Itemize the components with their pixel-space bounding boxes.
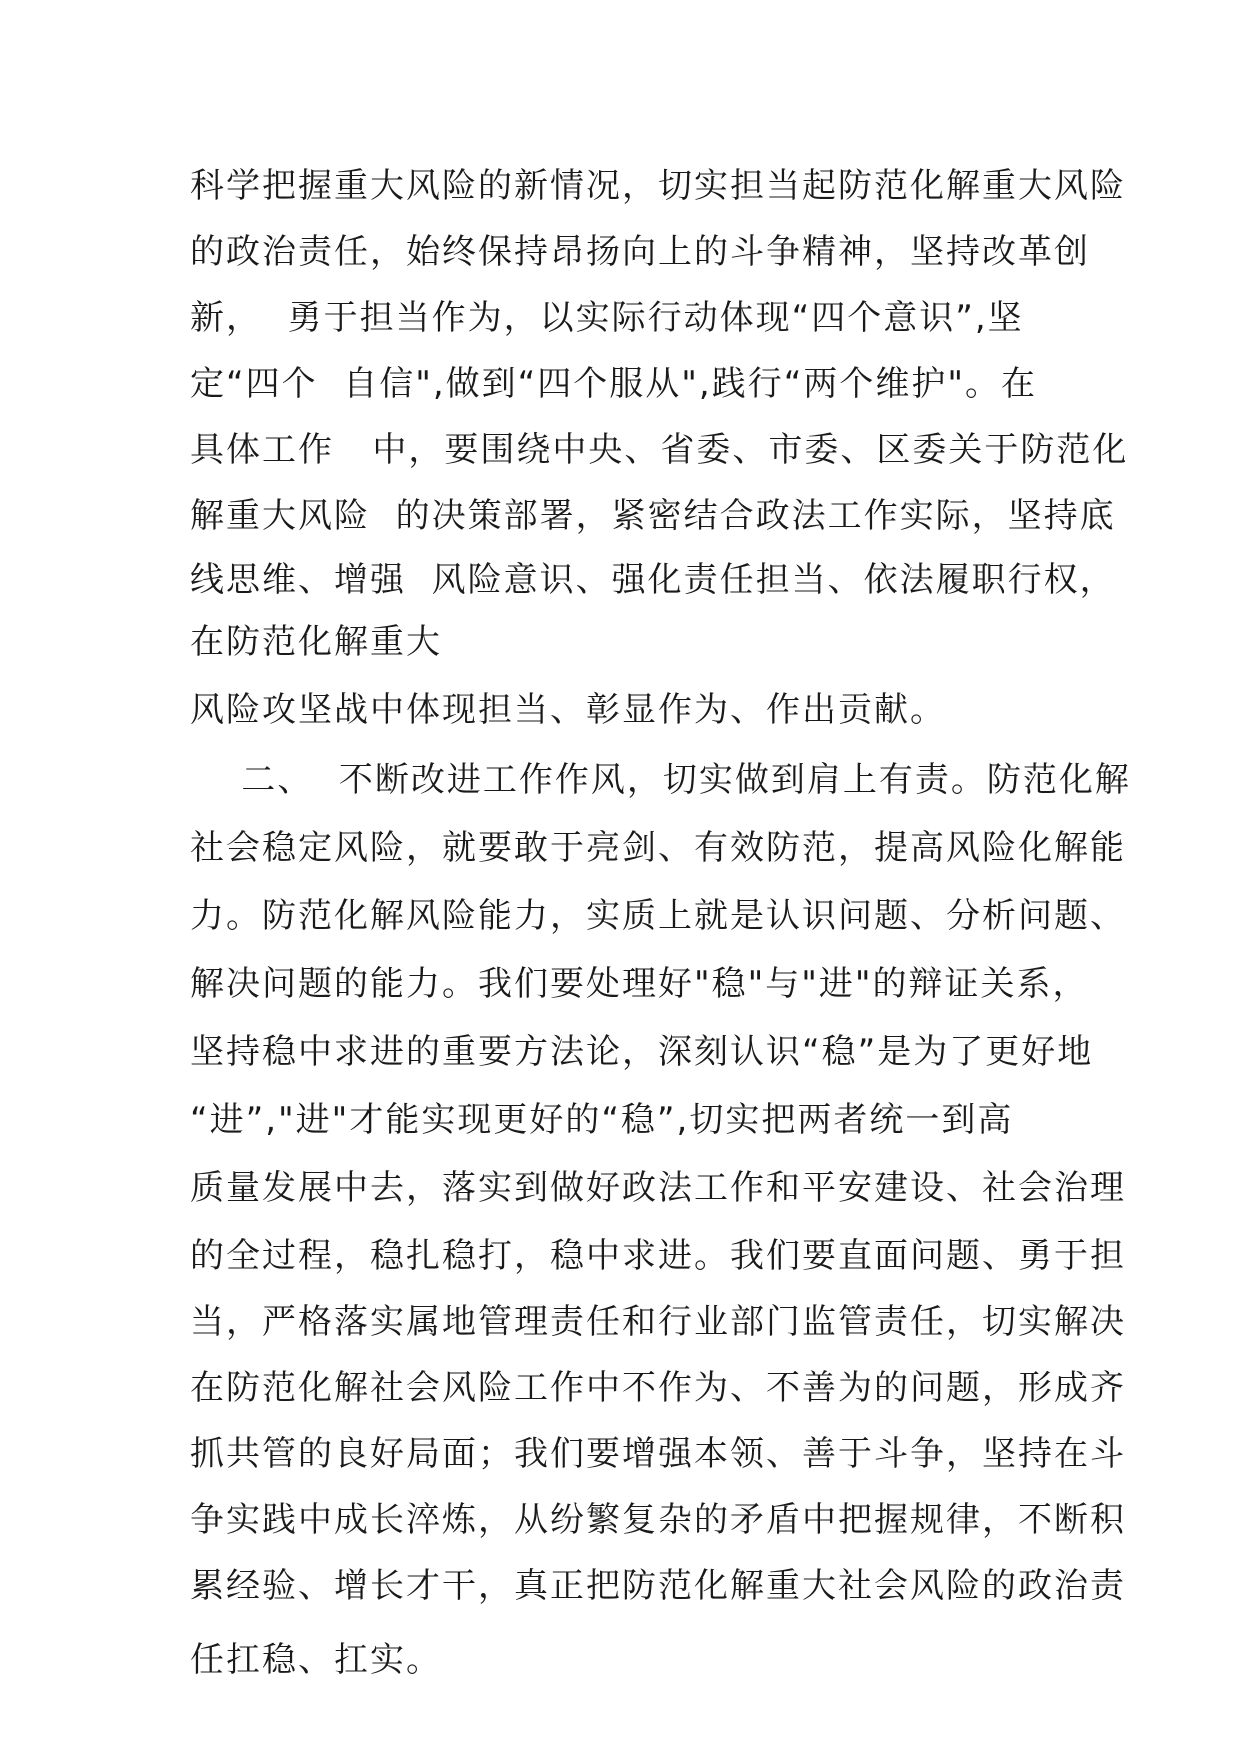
text-line: “进”,"进"才能实现更好的“稳”,切实把两者统一到高 [190,1100,1014,1140]
text-line: 质量发展中去，落实到做好政法工作和平安建设、社会治理 [190,1168,1126,1208]
text-line: 力。防范化解风险能力，实质上就是认识问题、分析问题、 [190,896,1126,936]
text-line: 新， 勇于担当作为，以实际行动体现“四个意识”,坚 [190,298,1024,338]
text-line: 的政治责任，始终保持昂扬向上的斗争精神，坚持改革创 [190,232,1090,272]
text-line: 任扛稳、扛实。 [190,1640,442,1680]
text-line: 当，严格落实属地管理责任和行业部门监管责任，切实解决 [190,1302,1126,1342]
text-line: 社会稳定风险，就要敢于亮剑、有效防范，提高风险化解能 [190,828,1126,868]
text-line: 在防范化解重大 [190,622,442,662]
text-line: 争实践中成长淬炼，从纷繁复杂的矛盾中把握规律，不断积 [190,1500,1126,1540]
text-line: 的全过程，稳扎稳打，稳中求进。我们要直面问题、勇于担 [190,1236,1126,1276]
text-line: 在防范化解社会风险工作中不作为、不善为的问题，形成齐 [190,1368,1126,1408]
text-line: 累经验、增长才干，真正把防范化解重大社会风险的政治责 [190,1566,1126,1606]
paragraph-start-line: 二、 不断改进工作作风，切实做到肩上有责。防范化解 [190,760,1131,800]
text-line: 坚持稳中求进的重要方法论，深刻认识“稳”是为了更好地 [190,1032,1094,1072]
text-line: 解决问题的能力。我们要处理好"稳"与"进"的辩证关系， [190,964,1089,1004]
text-line: 具体工作 中，要围绕中央、省委、市委、区委关于防范化 [190,430,1129,470]
text-line: 定“四个 自信",做到“四个服从",践行“两个维护"。在 [190,364,1037,404]
text-line: 抓共管的良好局面；我们要增强本领、善于斗争，坚持在斗 [190,1434,1126,1474]
text-line: 线思维、增强 风险意识、强化责任担当、依法履职行权， [190,560,1116,600]
text-line: 解重大风险 的决策部署，紧密结合政法工作实际，坚持底 [190,496,1116,536]
text-line: 科学把握重大风险的新情况，切实担当起防范化解重大风险 [190,166,1126,206]
text-line: 风险攻坚战中体现担当、彰显作为、作出贡献。 [190,690,946,730]
